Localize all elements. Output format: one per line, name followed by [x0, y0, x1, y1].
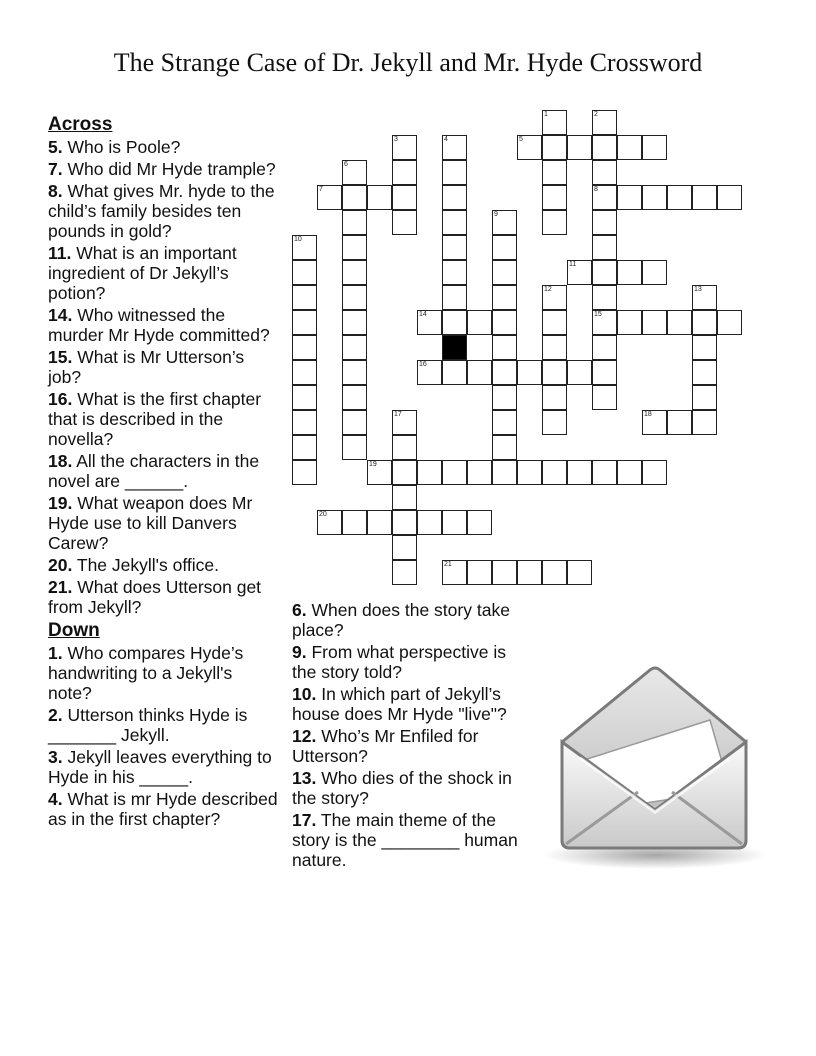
grid-cell[interactable] — [592, 210, 617, 235]
grid-cell-number: 11 — [569, 261, 577, 268]
grid-cell[interactable] — [442, 160, 467, 185]
grid-cell[interactable] — [592, 135, 617, 160]
clue-number: 16. — [48, 389, 73, 409]
grid-cell[interactable] — [292, 460, 317, 485]
grid-cell[interactable] — [542, 335, 567, 360]
grid-cell[interactable] — [517, 460, 542, 485]
page-title: The Strange Case of Dr. Jekyll and Mr. Hyde Crossword — [113, 48, 703, 77]
grid-cell-number: 3 — [394, 136, 398, 143]
grid-cell-number: 20 — [319, 511, 327, 518]
grid-cell[interactable] — [392, 560, 417, 585]
grid-cell[interactable] — [492, 310, 517, 335]
grid-cell[interactable] — [642, 135, 667, 160]
grid-cell[interactable] — [492, 235, 517, 260]
grid-cell[interactable] — [392, 210, 417, 235]
grid-cell[interactable] — [567, 360, 592, 385]
grid-cell-number: 18 — [644, 411, 652, 418]
grid-cell-number: 14 — [419, 311, 427, 318]
grid-cell[interactable] — [292, 435, 317, 460]
grid-cell[interactable] — [292, 410, 317, 435]
grid-cell[interactable] — [592, 110, 617, 135]
grid-cell[interactable] — [692, 335, 717, 360]
grid-cell[interactable] — [392, 185, 417, 210]
grid-cell[interactable] — [342, 310, 367, 335]
grid-cell[interactable] — [392, 535, 417, 560]
grid-cell-number: 21 — [444, 561, 452, 568]
clue-number: 9. — [292, 642, 307, 662]
clue-text: All the characters in the novel are ______. — [48, 451, 260, 491]
grid-cell[interactable] — [442, 210, 467, 235]
grid-cell[interactable] — [542, 210, 567, 235]
grid-cell[interactable] — [567, 460, 592, 485]
across-heading: Across — [48, 114, 113, 135]
grid-cell[interactable] — [467, 510, 492, 535]
grid-cell[interactable] — [467, 460, 492, 485]
grid-cell[interactable] — [667, 410, 692, 435]
grid-cell[interactable] — [367, 460, 392, 485]
grid-cell[interactable] — [467, 360, 492, 385]
grid-cell[interactable] — [417, 360, 442, 385]
grid-cell[interactable] — [717, 310, 742, 335]
grid-cell[interactable] — [617, 260, 642, 285]
grid-cell[interactable] — [692, 360, 717, 385]
grid-cell[interactable] — [617, 135, 642, 160]
grid-cell[interactable] — [592, 185, 617, 210]
grid-cell[interactable] — [517, 360, 542, 385]
clue-text: Who is Poole? — [67, 137, 181, 157]
grid-cell[interactable] — [417, 310, 442, 335]
grid-cell[interactable] — [342, 185, 367, 210]
grid-cell[interactable] — [592, 335, 617, 360]
grid-cell-number: 7 — [319, 186, 323, 193]
grid-cell[interactable] — [392, 435, 417, 460]
clue-text: What is Mr Utterson’s job? — [48, 347, 245, 387]
grid-cell-number: 9 — [494, 211, 498, 218]
clue-text: Jekyll leaves everything to Hyde in his _____. — [48, 747, 272, 787]
grid-cell[interactable] — [442, 360, 467, 385]
grid-cell[interactable] — [317, 510, 342, 535]
grid-cell[interactable] — [392, 485, 417, 510]
grid-cell[interactable] — [642, 260, 667, 285]
grid-cell[interactable] — [292, 335, 317, 360]
grid-cell[interactable] — [542, 185, 567, 210]
clue-number: 18. — [48, 451, 73, 471]
grid-cell[interactable] — [292, 360, 317, 385]
clue-number: 8. — [48, 181, 63, 201]
grid-cell[interactable] — [642, 460, 667, 485]
envelope-icon — [540, 660, 770, 870]
grid-cell[interactable] — [517, 135, 542, 160]
grid-cell[interactable] — [292, 285, 317, 310]
grid-cell-number: 19 — [369, 461, 377, 468]
grid-cell[interactable] — [617, 185, 642, 210]
clue-number: 4. — [48, 789, 63, 809]
grid-cell[interactable] — [692, 385, 717, 410]
grid-cell-number: 2 — [594, 111, 598, 118]
grid-cell[interactable] — [417, 510, 442, 535]
grid-cell[interactable] — [492, 260, 517, 285]
clue-text: Who compares Hyde’s handwriting to a Jekyll's note? — [48, 643, 244, 703]
clue-text: Who’s Mr Enfiled for Utterson? — [292, 726, 479, 766]
clue-text: When does the story take place? — [292, 600, 510, 640]
grid-cell[interactable] — [342, 235, 367, 260]
grid-cell[interactable] — [492, 560, 517, 585]
grid-cell[interactable] — [342, 360, 367, 385]
clue-text: The main theme of the story is the ________ human nature. — [292, 810, 518, 870]
grid-cell[interactable] — [542, 410, 567, 435]
clue-number: 17. — [292, 810, 317, 830]
down-heading: Down — [48, 620, 100, 641]
grid-cell[interactable] — [492, 335, 517, 360]
grid-cell[interactable] — [567, 260, 592, 285]
grid-cell[interactable] — [542, 385, 567, 410]
grid-cell[interactable] — [542, 160, 567, 185]
clue-text: Who dies of the shock in the story? — [292, 768, 512, 808]
grid-cell[interactable] — [717, 185, 742, 210]
grid-cell[interactable] — [292, 385, 317, 410]
grid-cell[interactable] — [292, 235, 317, 260]
grid-cell[interactable] — [292, 310, 317, 335]
grid-cell[interactable] — [667, 310, 692, 335]
clue-text: Who did Mr Hyde trample? — [67, 159, 276, 179]
grid-cell[interactable] — [642, 310, 667, 335]
grid-cell[interactable] — [392, 160, 417, 185]
clue-number: 7. — [48, 159, 63, 179]
clue-text: Who witnessed the murder Mr Hyde committed? — [48, 305, 270, 345]
clue-number: 14. — [48, 305, 73, 325]
grid-cell[interactable] — [367, 185, 392, 210]
grid-cell[interactable] — [442, 285, 467, 310]
clue-text: What is mr Hyde described as in the first chapter? — [48, 789, 278, 829]
clue-text: From what perspective is the story told? — [292, 642, 506, 682]
grid-cell[interactable] — [592, 460, 617, 485]
grid-cell[interactable] — [692, 310, 717, 335]
grid-cell[interactable] — [492, 410, 517, 435]
grid-cell[interactable] — [592, 260, 617, 285]
grid-cell[interactable] — [592, 235, 617, 260]
grid-cell[interactable] — [342, 285, 367, 310]
clue-number: 11. — [48, 243, 72, 263]
grid-cell-number: 6 — [344, 161, 348, 168]
grid-cell[interactable] — [392, 135, 417, 160]
grid-cell-number: 1 — [544, 111, 548, 118]
grid-cell[interactable] — [392, 510, 417, 535]
clue-number: 5. — [48, 137, 63, 157]
grid-cell[interactable] — [492, 210, 517, 235]
grid-cell[interactable] — [492, 385, 517, 410]
clue-number: 3. — [48, 747, 63, 767]
grid-cell[interactable] — [567, 135, 592, 160]
grid-cell[interactable] — [342, 385, 367, 410]
grid-cell[interactable] — [617, 460, 642, 485]
grid-cell[interactable] — [492, 460, 517, 485]
grid-cell[interactable] — [692, 185, 717, 210]
grid-cell[interactable] — [467, 560, 492, 585]
grid-cell[interactable] — [342, 160, 367, 185]
clue-text: What does Utterson get from Jekyll? — [48, 577, 262, 617]
grid-cell-number: 17 — [394, 411, 402, 418]
grid-cell[interactable] — [642, 185, 667, 210]
grid-cell-number: 10 — [294, 236, 302, 243]
grid-cell[interactable] — [642, 410, 667, 435]
grid-cell[interactable] — [517, 560, 542, 585]
clue-number: 2. — [48, 705, 63, 725]
grid-cell-number: 15 — [594, 311, 602, 318]
clue-number: 21. — [48, 577, 73, 597]
grid-black-cell — [442, 335, 467, 360]
grid-cell[interactable] — [692, 285, 717, 310]
grid-cell[interactable] — [492, 360, 517, 385]
grid-cell[interactable] — [442, 185, 467, 210]
grid-cell[interactable] — [392, 460, 417, 485]
grid-cell[interactable] — [442, 510, 467, 535]
clue-number: 12. — [292, 726, 317, 746]
grid-cell[interactable] — [542, 360, 567, 385]
grid-cell-number: 8 — [594, 186, 598, 193]
grid-cell[interactable] — [442, 560, 467, 585]
grid-cell[interactable] — [692, 410, 717, 435]
clue-text: Utterson thinks Hyde is _______ Jekyll. — [48, 705, 248, 745]
grid-cell[interactable] — [617, 310, 642, 335]
grid-cell[interactable] — [567, 560, 592, 585]
grid-cell[interactable] — [392, 410, 417, 435]
grid-cell[interactable] — [442, 135, 467, 160]
grid-cell-number: 5 — [519, 136, 523, 143]
grid-cell[interactable] — [542, 135, 567, 160]
clue-number: 20. — [48, 555, 73, 575]
grid-cell[interactable] — [442, 260, 467, 285]
grid-cell[interactable] — [442, 235, 467, 260]
grid-cell-number: 12 — [544, 286, 552, 293]
grid-cell[interactable] — [292, 260, 317, 285]
grid-cell-number: 16 — [419, 361, 427, 368]
grid-cell[interactable] — [542, 460, 567, 485]
grid-cell[interactable] — [367, 510, 392, 535]
grid-cell[interactable] — [342, 435, 367, 460]
grid-cell[interactable] — [342, 260, 367, 285]
grid-cell[interactable] — [592, 310, 617, 335]
grid-cell[interactable] — [317, 185, 342, 210]
grid-cell[interactable] — [342, 335, 367, 360]
clue-number: 1. — [48, 643, 63, 663]
grid-cell[interactable] — [592, 385, 617, 410]
clue-number: 10. — [292, 684, 317, 704]
grid-cell[interactable] — [417, 460, 442, 485]
grid-cell[interactable] — [342, 510, 367, 535]
grid-cell[interactable] — [442, 310, 467, 335]
grid-cell-number: 13 — [694, 286, 702, 293]
clue-text: What is an important ingredient of Dr Jekyll’s potion? — [48, 243, 237, 303]
clue-text: What is the first chapter that is described in the novella? — [48, 389, 262, 449]
grid-cell[interactable] — [542, 285, 567, 310]
clue-number: 15. — [48, 347, 73, 367]
clue-number: 13. — [292, 768, 317, 788]
clue-text: What weapon does Mr Hyde use to kill Danvers Carew? — [48, 493, 253, 553]
clue-number: 6. — [292, 600, 307, 620]
grid-cell[interactable] — [492, 285, 517, 310]
grid-cell[interactable] — [542, 310, 567, 335]
grid-cell[interactable] — [542, 110, 567, 135]
grid-cell[interactable] — [492, 435, 517, 460]
grid-cell[interactable] — [542, 560, 567, 585]
grid-cell[interactable] — [467, 310, 492, 335]
grid-cell[interactable] — [592, 285, 617, 310]
grid-cell[interactable] — [667, 185, 692, 210]
grid-cell[interactable] — [442, 460, 467, 485]
clue-text: In which part of Jekyll’s house does Mr Hyde "live"? — [292, 684, 507, 724]
grid-cell[interactable] — [342, 410, 367, 435]
grid-cell-number: 4 — [444, 136, 448, 143]
grid-cell[interactable] — [592, 360, 617, 385]
clue-text: The Jekyll's office. — [76, 555, 219, 575]
grid-cell[interactable] — [592, 160, 617, 185]
clue-text: What gives Mr. hyde to the child’s family besides ten pounds in gold? — [48, 181, 275, 241]
grid-cell[interactable] — [342, 210, 367, 235]
clue-number: 19. — [48, 493, 73, 513]
